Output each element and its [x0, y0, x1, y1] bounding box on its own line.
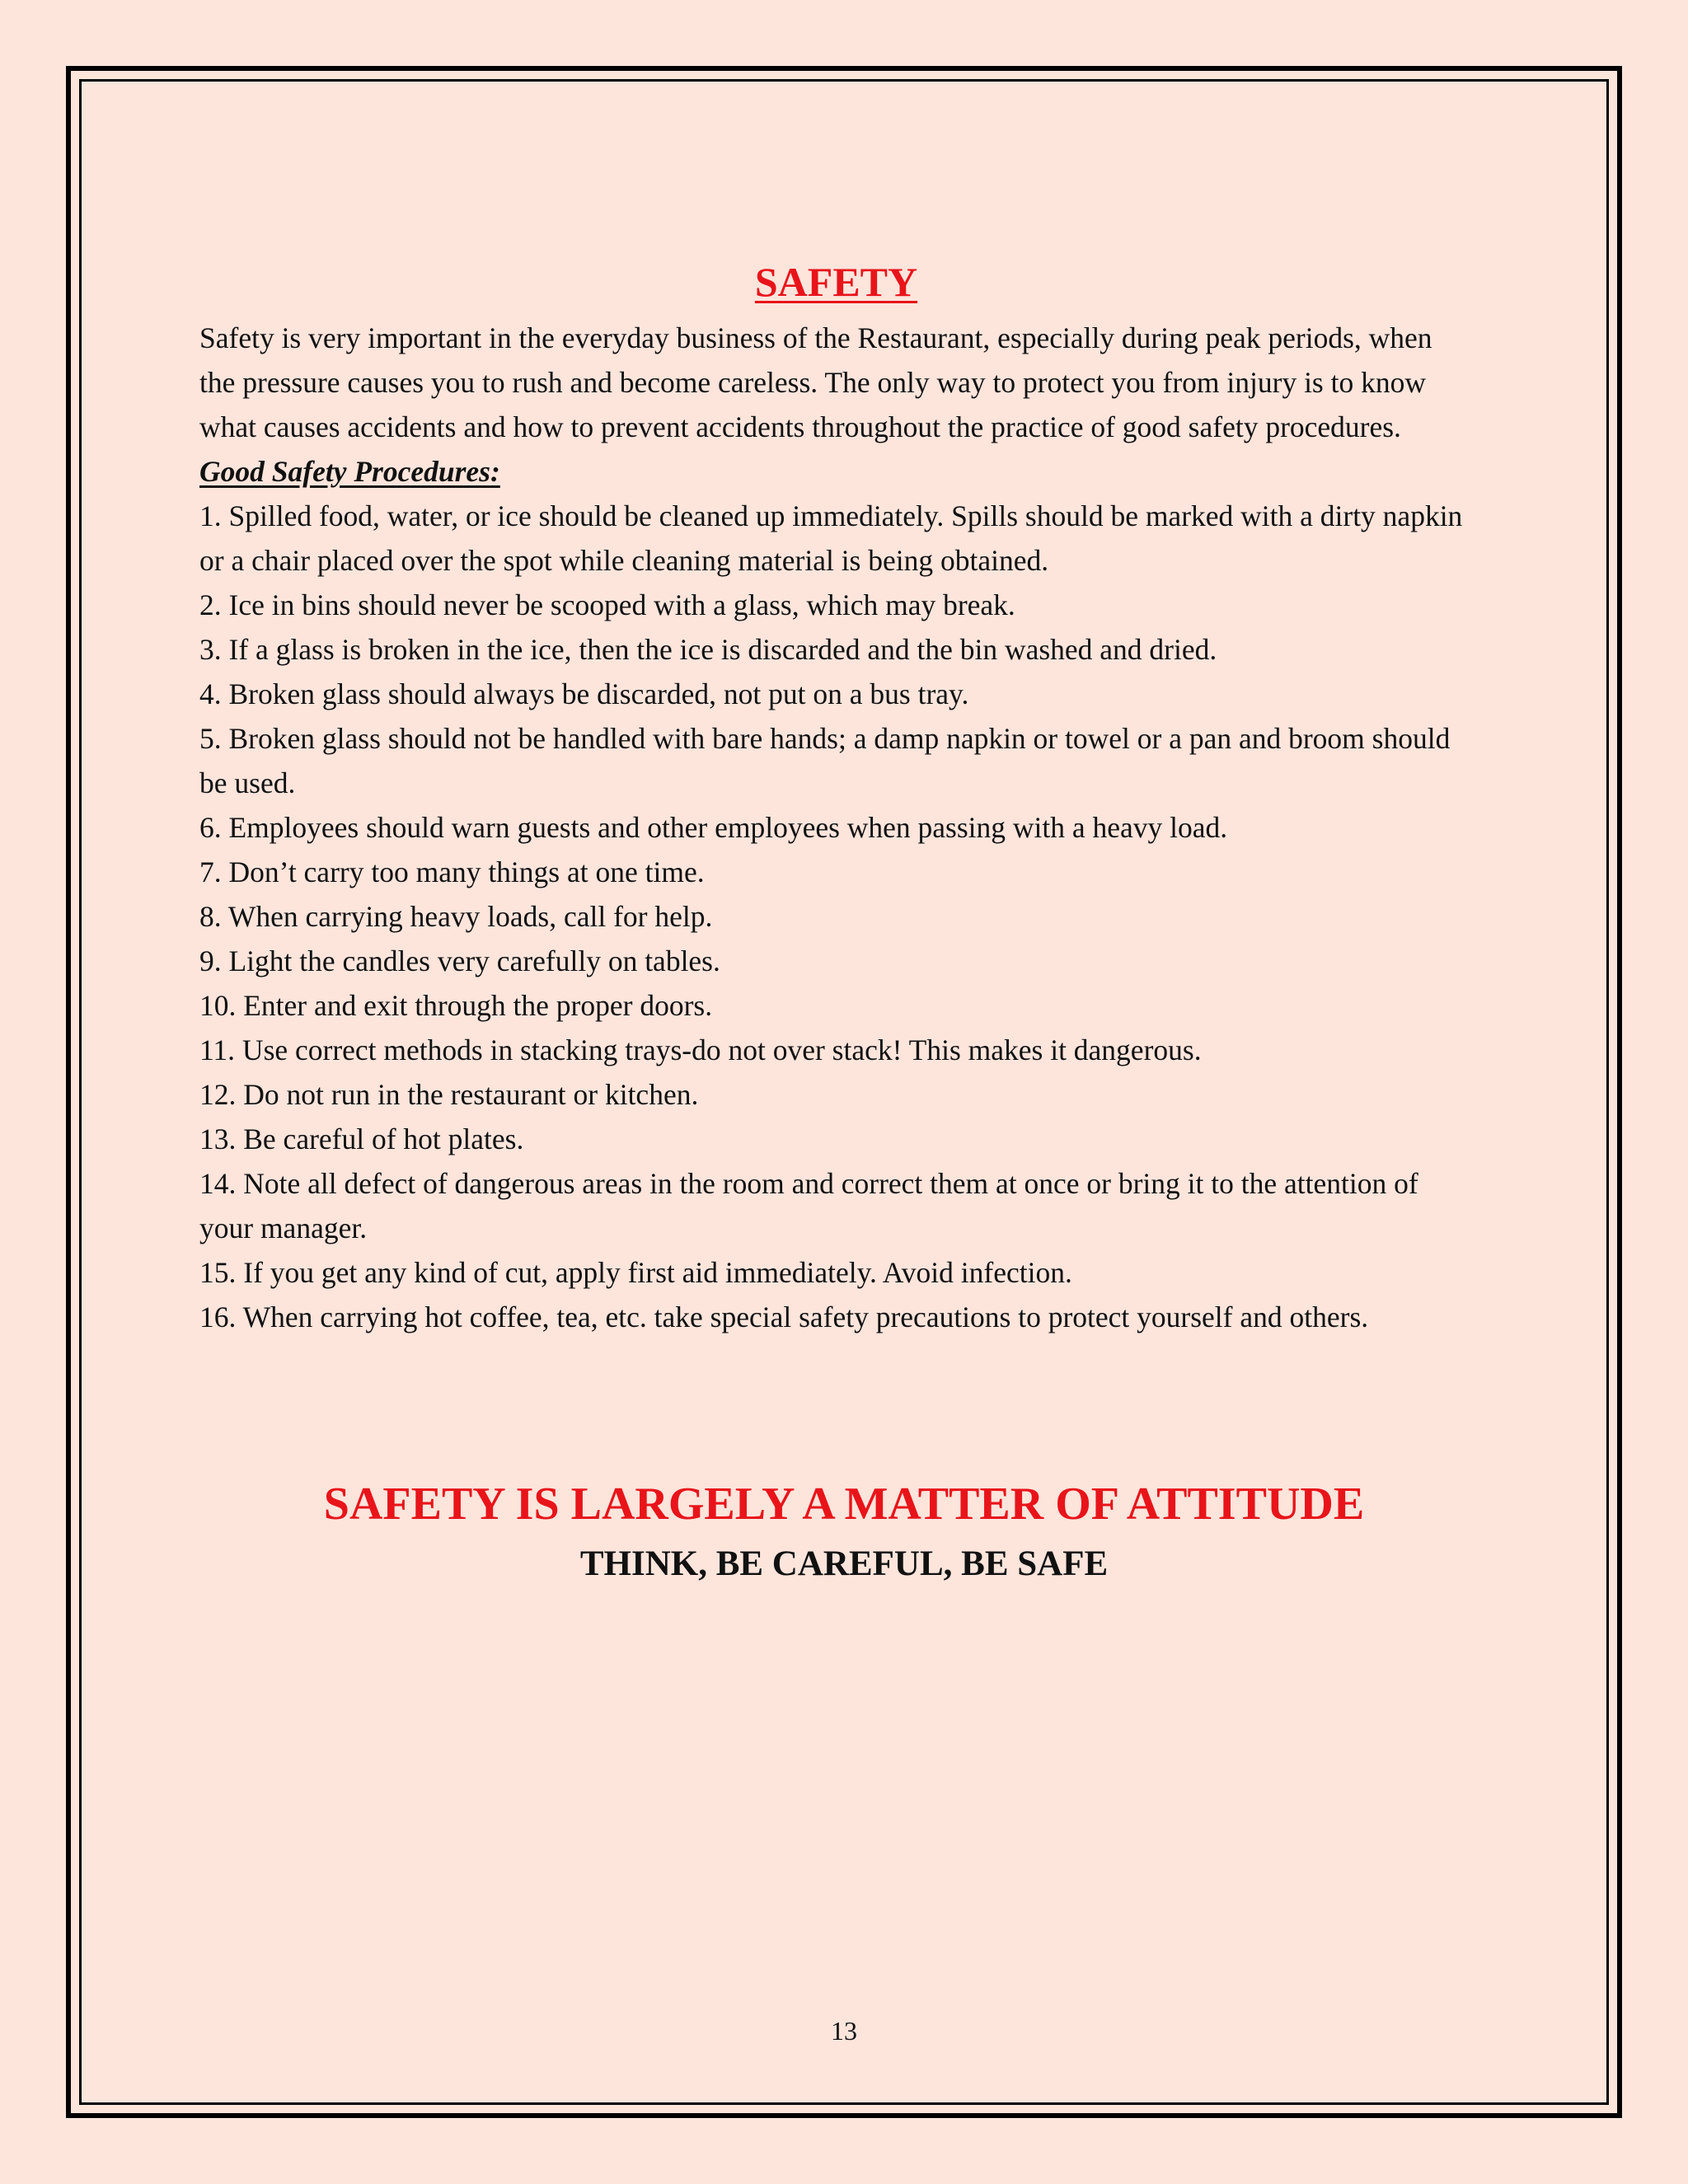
procedure-item: 5. Broken glass should not be handled with bare hands; a damp napkin or towel or a pan and broom should be used.: [199, 722, 1451, 799]
procedure-item: 13. Be careful of hot plates.: [199, 1122, 524, 1155]
procedure-item: 16. When carrying hot coffee, tea, etc. take special safety precautions to protect yourself and others.: [199, 1301, 1369, 1333]
page-title: SAFETY: [754, 259, 918, 305]
procedure-item: 14. Note all defect of dangerous areas in the room and correct them at once or bring it to the attention of your manager.: [199, 1167, 1418, 1244]
procedure-item: 8. When carrying heavy loads, call for help.: [199, 900, 713, 933]
safety-tagline: THINK, BE CAREFUL, BE SAFE: [579, 1544, 1109, 1583]
procedure-item: 10. Enter and exit through the proper doors.: [199, 989, 713, 1022]
procedure-item: 11. Use correct methods in stacking trays-do not over stack! This makes it dangerous.: [199, 1033, 1202, 1066]
procedures-list: [199, 494, 1473, 1339]
procedure-item: 7. Don’t carry too many things at one time.: [199, 855, 705, 888]
safety-slogan: SAFETY IS LARGELY A MATTER OF ATTITUDE: [323, 1479, 1365, 1530]
page-number: 13: [831, 2016, 857, 2046]
procedures-heading: Good Safety Procedures:: [199, 455, 500, 488]
procedure-item: 12. Do not run in the restaurant or kitchen.: [199, 1078, 699, 1111]
procedure-item: 9. Light the candles very carefully on tables.: [199, 944, 720, 977]
procedure-item: 4. Broken glass should always be discarded, not put on a bus tray.: [199, 677, 969, 710]
procedure-item: 3. If a glass is broken in the ice, then the ice is discarded and the bin washed and dried.: [199, 633, 1217, 666]
procedure-item: 6. Employees should warn guests and other employees when passing with a heavy load.: [199, 811, 1228, 844]
page-content: [199, 251, 1473, 1339]
intro-paragraph: Safety is very important in the everyday business of the Restaurant, especially during peak periods, when the pressure causes you to rush and become careless. The only way to protect you from injury is to know what causes accidents and how to prevent accidents throughout the practice of good safety procedures.: [199, 321, 1432, 443]
procedure-item: 15. If you get any kind of cut, apply first aid immediately. Avoid infection.: [199, 1256, 1072, 1289]
procedure-item: 1. Spilled food, water, or ice should be cleaned up immediately. Spills should be marked with a dirty napkin or a chair placed over the spot while cleaning material is being obtained.: [199, 499, 1463, 577]
procedure-item: 2. Ice in bins should never be scooped with a glass, which may break.: [199, 588, 1015, 621]
